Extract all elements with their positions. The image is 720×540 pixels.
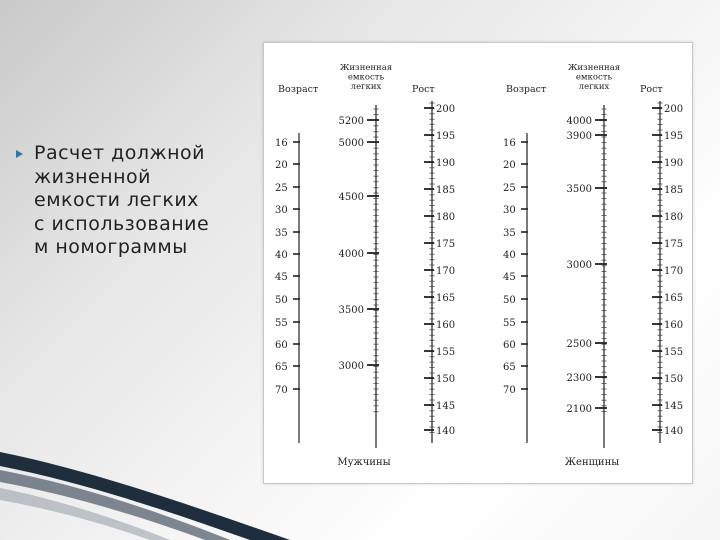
age-tick-label: 70: [275, 385, 288, 396]
height-tick-label: 165: [664, 293, 684, 304]
vital-capacity-tick-label: 2500: [566, 339, 592, 350]
age-tick-label: 25: [275, 183, 288, 194]
vital-capacity-tick-label: 3000: [566, 260, 592, 271]
age-tick-label: 65: [275, 362, 288, 373]
height-tick-label: 195: [664, 131, 684, 142]
vital-capacity-tick-label: 3500: [338, 305, 364, 316]
age-tick-label: 30: [503, 205, 516, 216]
age-tick-label: 40: [275, 250, 288, 261]
vital-capacity-header: легких: [350, 82, 382, 92]
bullet-line: емкости легких: [34, 189, 199, 211]
age-tick-label: 45: [275, 272, 288, 283]
height-tick-label: 150: [664, 374, 684, 385]
height-tick-label: 185: [436, 185, 456, 196]
vital-capacity-header: легких: [578, 82, 610, 92]
bullet-text: [34, 142, 256, 260]
vital-capacity-tick-label: 4000: [566, 116, 592, 127]
height-tick-label: 180: [664, 212, 684, 223]
panel-caption: Мужчины: [337, 457, 391, 468]
age-tick-label: 40: [503, 250, 516, 261]
height-tick-label: 140: [664, 426, 684, 437]
height-tick-label: 170: [436, 266, 456, 277]
height-tick-label: 140: [436, 426, 456, 437]
height-tick-label: 165: [436, 293, 456, 304]
age-tick-label: 20: [503, 160, 516, 171]
vital-capacity-tick-label: 2300: [566, 373, 592, 384]
height-tick-label: 190: [664, 158, 684, 169]
age-tick-label: 55: [503, 318, 516, 329]
height-tick-label: 150: [436, 374, 456, 385]
age-tick-label: 16: [503, 138, 516, 149]
vital-capacity-tick-label: 5000: [338, 138, 364, 149]
height-tick-label: 185: [664, 185, 684, 196]
age-tick-label: 30: [275, 205, 288, 216]
height-tick-label: 160: [436, 320, 456, 331]
height-tick-label: 160: [664, 320, 684, 331]
height-tick-label: 145: [436, 401, 456, 412]
bullet-line: Расчет должной: [34, 142, 205, 164]
bullet-line: с использование: [34, 212, 210, 235]
age-tick-label: 60: [275, 340, 288, 351]
vital-capacity-header: емкость: [347, 72, 385, 83]
height-tick-label: 190: [436, 158, 456, 169]
height-tick-label: 155: [436, 347, 456, 358]
vital-capacity-tick-label: 4500: [338, 192, 364, 203]
height-tick-label: 175: [436, 239, 456, 250]
vital-capacity-header: Жизненная: [339, 63, 393, 73]
age-axis-header: Возраст: [506, 84, 547, 95]
vital-capacity-tick-label: 5200: [338, 116, 364, 127]
vital-capacity-tick-label: 3900: [566, 131, 592, 142]
age-tick-label: 45: [503, 272, 516, 283]
vital-capacity-tick-label: 2100: [566, 404, 592, 415]
height-tick-label: 180: [436, 212, 456, 223]
age-tick-label: 70: [503, 385, 516, 396]
age-tick-label: 50: [503, 295, 516, 306]
height-tick-label: 200: [664, 104, 684, 115]
vital-capacity-tick-label: 3000: [338, 361, 364, 372]
height-tick-label: 170: [664, 266, 684, 277]
height-tick-label: 200: [436, 104, 456, 115]
age-axis-header: Возраст: [278, 84, 319, 95]
height-axis-header: Рост: [412, 84, 435, 95]
age-tick-label: 50: [275, 295, 288, 306]
height-tick-label: 175: [664, 239, 684, 250]
age-tick-label: 60: [503, 340, 516, 351]
panel-caption: Женщины: [564, 457, 620, 468]
age-tick-label: 20: [275, 160, 288, 171]
nomogram-figure: [263, 42, 693, 484]
age-tick-label: 16: [275, 138, 288, 149]
height-tick-label: 195: [436, 131, 456, 142]
age-tick-label: 25: [503, 183, 516, 194]
nomogram-svg: [264, 43, 692, 483]
vital-capacity-tick-label: 4000: [338, 249, 364, 260]
vital-capacity-tick-label: 3500: [566, 184, 592, 195]
bullet-line: м номограммы: [34, 236, 188, 258]
age-tick-label: 35: [503, 228, 516, 239]
age-tick-label: 65: [503, 362, 516, 373]
height-tick-label: 155: [664, 347, 684, 358]
height-tick-label: 145: [664, 401, 684, 412]
vital-capacity-header: емкость: [575, 72, 613, 83]
age-tick-label: 55: [275, 318, 288, 329]
age-tick-label: 35: [275, 228, 288, 239]
decorative-swoosh: [0, 440, 290, 540]
bullet-line: жизненной: [34, 165, 151, 188]
height-axis-header: Рост: [640, 84, 663, 95]
bullet-arrow-icon: [16, 150, 23, 158]
vital-capacity-header: Жизненная: [567, 63, 621, 73]
